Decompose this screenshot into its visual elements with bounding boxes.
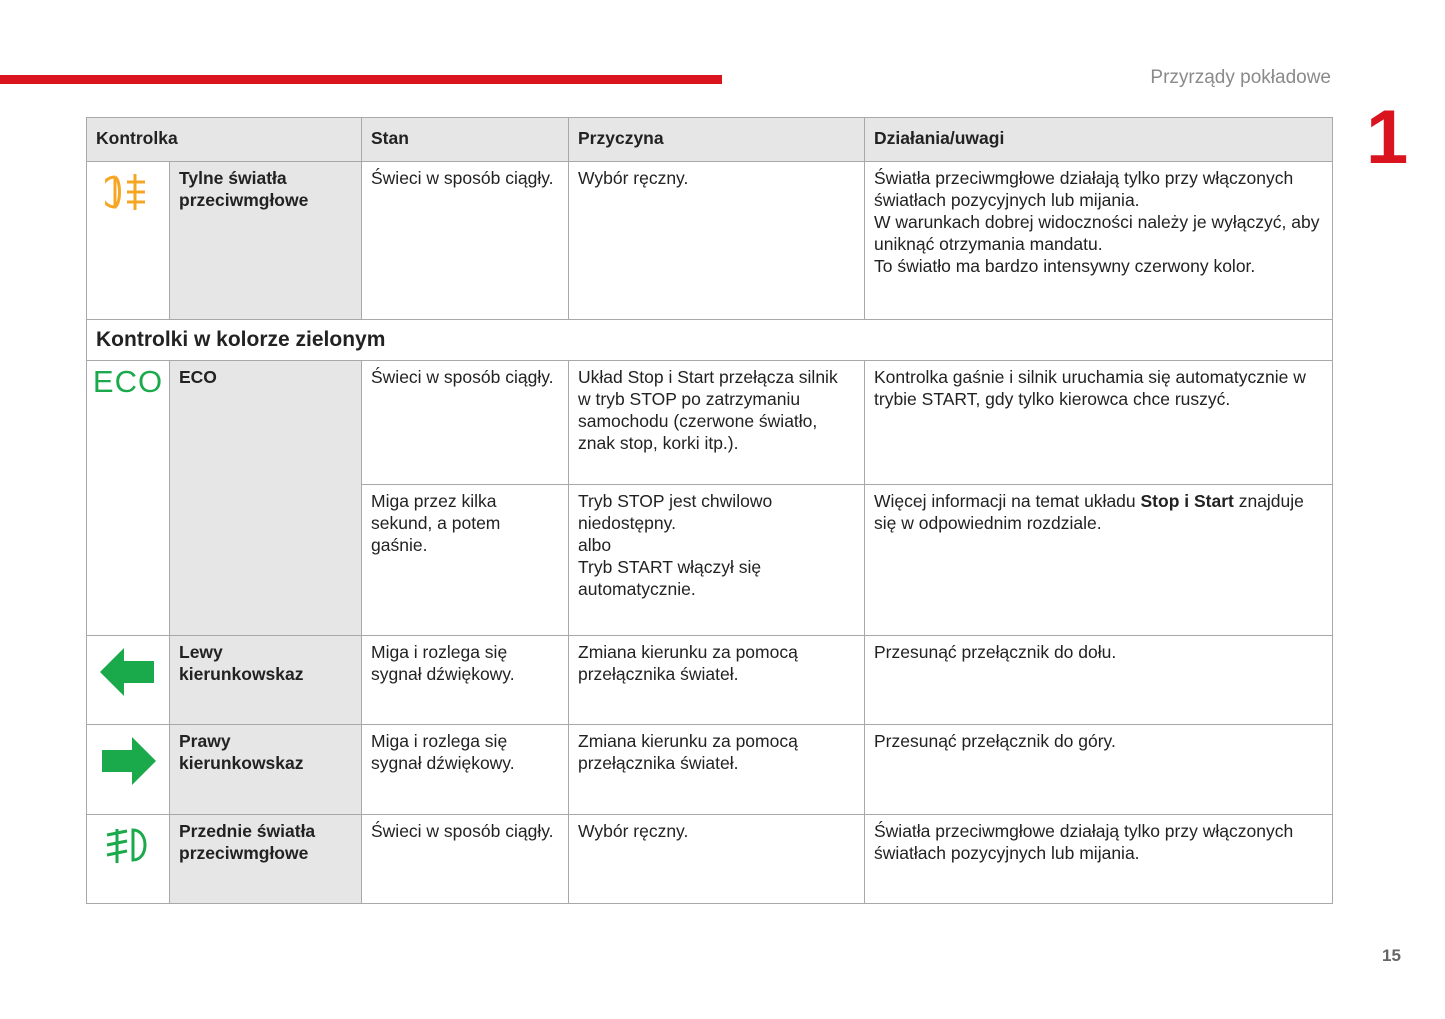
section-heading: Kontrolki w kolorze zielonym [87, 320, 1333, 361]
cause-cell: Zmiana kierunku za pomocą przełącznika świateł. [569, 725, 865, 815]
action-text: znajduje się w odpowiednim rozdziale. [874, 491, 1304, 533]
cause-cell: Układ Stop i Start przełącza silnik w tryb STOP po zatrzymaniu samochodu (czerwone światło, znak stop, korki itp.). [569, 361, 865, 485]
cause-cell: Wybór ręczny. [569, 815, 865, 904]
action-cell: Światła przeciwmgłowe działają tylko przy włączonych światłach pozycyjnych lub mijania. W warunkach dobrej widoczności należy je wyłączyć, aby uniknąć otrzymania mandatu. To światło ma bardzo intensywny czerwony kolor. [865, 162, 1333, 320]
table-row [87, 815, 1333, 904]
table-row [87, 725, 1333, 815]
col-header: Kontrolka [87, 118, 362, 162]
table-row [87, 361, 1333, 485]
col-header: Stan [362, 118, 569, 162]
table-row [87, 636, 1333, 725]
action-cell: Przesunąć przełącznik do góry. [865, 725, 1333, 815]
rear-fog-light-icon [105, 172, 151, 212]
action-text: Więcej informacji na temat układu [874, 491, 1141, 511]
icon-cell [87, 815, 170, 904]
cause-cell: Tryb STOP jest chwilowo niedostępny. albo Tryb START włączył się automatycznie. [569, 485, 865, 636]
light-name: Prawy kierunkowskaz [170, 725, 362, 815]
state-cell: Miga i rozlega się sygnał dźwiękowy. [362, 725, 569, 815]
table-header [87, 118, 1333, 162]
light-name: Lewy kierunkowskaz [170, 636, 362, 725]
action-bold: Stop i Start [1140, 491, 1234, 511]
light-name: Przednie światła przeciwmgłowe [170, 815, 362, 904]
cause-cell: Wybór ręczny. [569, 162, 865, 320]
state-cell: Świeci w sposób ciągły. [362, 815, 569, 904]
warning-lights-table [86, 117, 1333, 904]
right-arrow-icon [100, 735, 156, 787]
state-cell: Świeci w sposób ciągły. [362, 361, 569, 485]
action-cell: Przesunąć przełącznik do dołu. [865, 636, 1333, 725]
state-cell: Miga i rozlega się sygnał dźwiękowy. [362, 636, 569, 725]
state-cell: Świeci w sposób ciągły. [362, 162, 569, 320]
eco-icon: ECO [92, 364, 164, 399]
red-header-bar [0, 75, 722, 84]
state-cell: Miga przez kilka sekund, a potem gaśnie. [362, 485, 569, 636]
cause-cell: Zmiana kierunku za pomocą przełącznika świateł. [569, 636, 865, 725]
light-name: Tylne światła przeciwmgłowe [170, 162, 362, 320]
chapter-number: 1 [1366, 95, 1409, 180]
col-header: Działania/uwagi [865, 118, 1333, 162]
icon-cell [87, 361, 170, 636]
icon-cell [87, 725, 170, 815]
section-row [87, 320, 1333, 361]
left-arrow-icon [100, 646, 156, 698]
action-cell: Kontrolka gaśnie i silnik uruchamia się automatycznie w trybie START, gdy tylko kierowca chce ruszyć. [865, 361, 1333, 485]
table-row [87, 162, 1333, 320]
col-header: Przyczyna [569, 118, 865, 162]
action-cell [865, 485, 1333, 636]
front-fog-light-icon [103, 825, 153, 865]
light-name: ECO [170, 361, 362, 636]
action-cell: Światła przeciwmgłowe działają tylko przy włączonych światłach pozycyjnych lub mijania. [865, 815, 1333, 904]
icon-cell [87, 162, 170, 320]
icon-cell [87, 636, 170, 725]
section-title: Przyrządy pokładowe [1150, 67, 1331, 88]
page-number: 15 [1382, 946, 1401, 965]
